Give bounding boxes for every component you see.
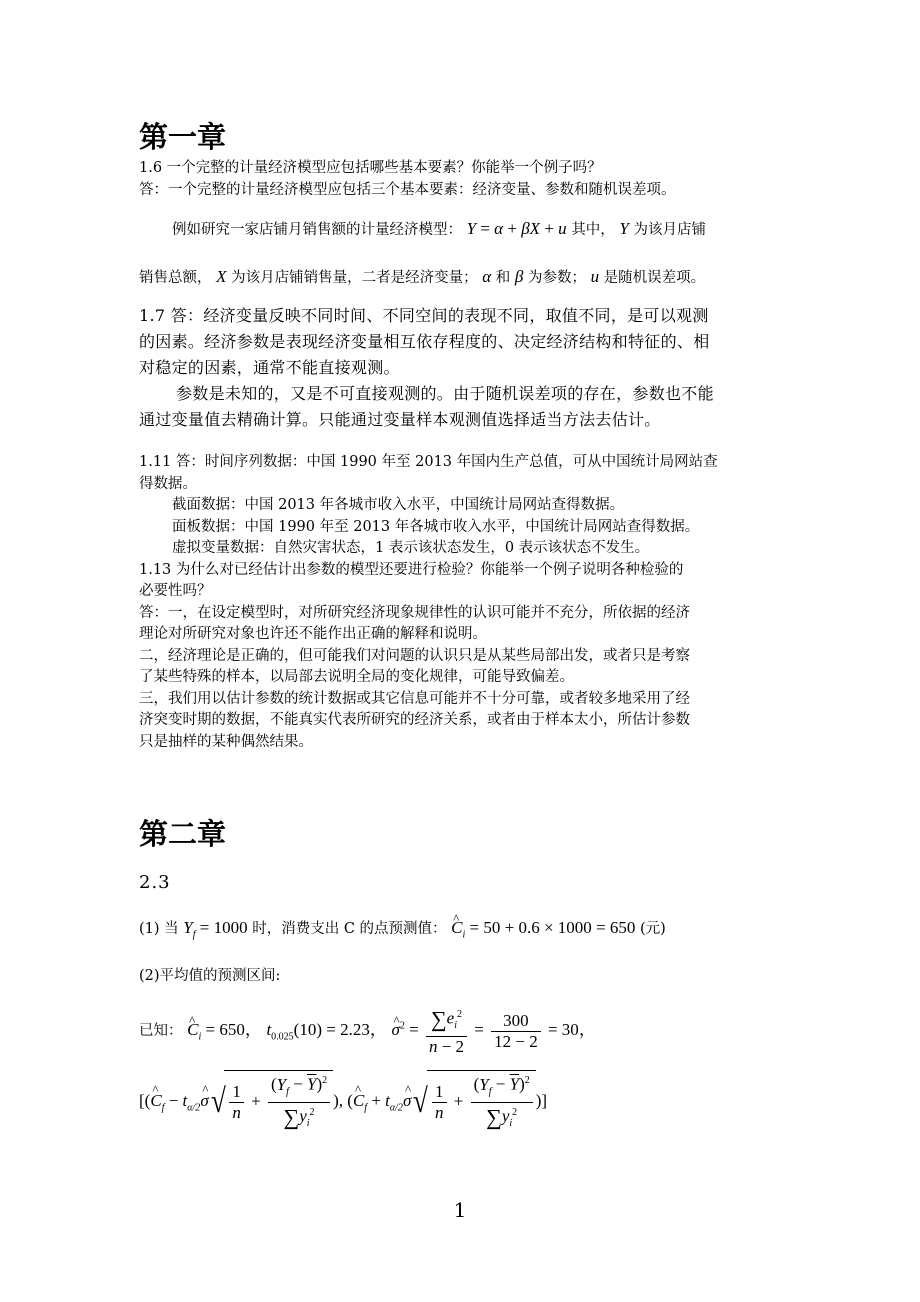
answer-1-11: 1.11 答：时间序列数据：中国 1990 年至 2013 年国内生产总值，可从中国统计局网站查 得数据。 截面数据：中国 2013 年各城市收入水平，中国统计局网站查得数据。 面板数据：中国 1990 年至 2013 年各城市收入水平，中国统计局网站查得数据。 虚拟变量数据：自然灾害状态，1 表示该状态发生，0 表示该状态不发生。 1.13 为什么对已经估计出参数的模型还要进行检验？你能举一个例子说明各种检验的 必要性吗？ 答：一，在设定模型时，对所研究经济现象规律性的认识可能并不充分，所依据的经济 理论对所研究对象也许还不能作出正确的解释和说明。 二，经济理论是正确的，但可能我们对问题的认识只是从某些局部出发，或者只是考察 了某些特殊的样本，以局部去说明全局的变化规律，可能导致偏差。 三，我们用以估计参数的统计数据或其它信息可能并不十分可靠，或者较多地采用了经 济突变时期的数据，不能真实代表所研究的经济关系，或者由于样本太小，所估计参数 只是抽样的某种偶然结果。 [139, 454, 718, 750]
part-1: (1) 当 $Y_f = 1000$ 时，消费支出 C 的点预测值： ^ $C_i = 50 + 0.6 \times 1000 = 650$ (元) [139, 917, 789, 946]
section-2-3: 2.3 [139, 872, 171, 893]
chapter-2-title: 第二章 [139, 817, 227, 851]
chapter-1-title: 第一章 [139, 120, 227, 154]
point-forecast-formula: ^ $C_i = 50 + 0.6 \times 1000 = 650$ [451, 918, 635, 937]
sigma-squared-formula: ^ $\sigma^2$ = $\frac{\sum e_i^2}{n - 2}$ = $\frac{300}{12 - 2}$ = 30， [391, 1020, 595, 1039]
interval-formula: [(^ $C_f$ − $t_{\alpha/2}\^{}$ σ√ $\frac{1}{n}$ + $\frac{(Y_f - \overline{Y})^2}{\sum y_i^2}$ ), (^ $C_f$ + $t_{\alpha/2}\^{}$ σ√ $\frac{1}{n}$ + $\frac{(Y_f - \overline{Y})^2}{\sum y_i^2}$ )] [139, 1070, 789, 1134]
page-number: 1 [453, 1198, 467, 1222]
given-values: 已知： ^ $C_i = 650$， $t_{0.025}(10) = 2.23$， ^ $\sigma^2$ = $\frac{\sum e_i^2}{n - 2}$ = $\frac{300}{12 - 2}$ = 30， [139, 1005, 789, 1057]
q1-6: 1.6 一个完整的计量经济模型应包括哪些基本要素？你能举一个例子吗？ 答：一个完整的计量经济模型应包括三个基本要素：经济变量、参数和随机误差项。 [139, 160, 676, 198]
model-equation: Y = α + βX + u [466, 219, 567, 238]
answer-1-7: 1.7 答：经济变量反映不同时间、不同空间的表现不同，取值不同，是可以观测 的因素。经济参数是表现经济变量相互依存程度的、决定经济结构和特征的、相 对稳定的因素，通常不能直接观测。 参数是未知的，又是不可直接观测的。由于随机误差项的存在，参数也不能 通过变量值去精确计算。只能通过变量样本观测值选择适当方法去估计。 [139, 306, 714, 429]
part-2: (2)平均值的预测区间: [139, 968, 281, 984]
definition-line: 销售总额， X 为该月店铺销售量，二者是经济变量； α 和 β 为参数； u 是随机误差项。 [139, 267, 706, 286]
example-line: 例如研究一家店铺月销售额的计量经济模型： Y = α + βX + u 其中， Y 为该月店铺 [172, 219, 706, 238]
